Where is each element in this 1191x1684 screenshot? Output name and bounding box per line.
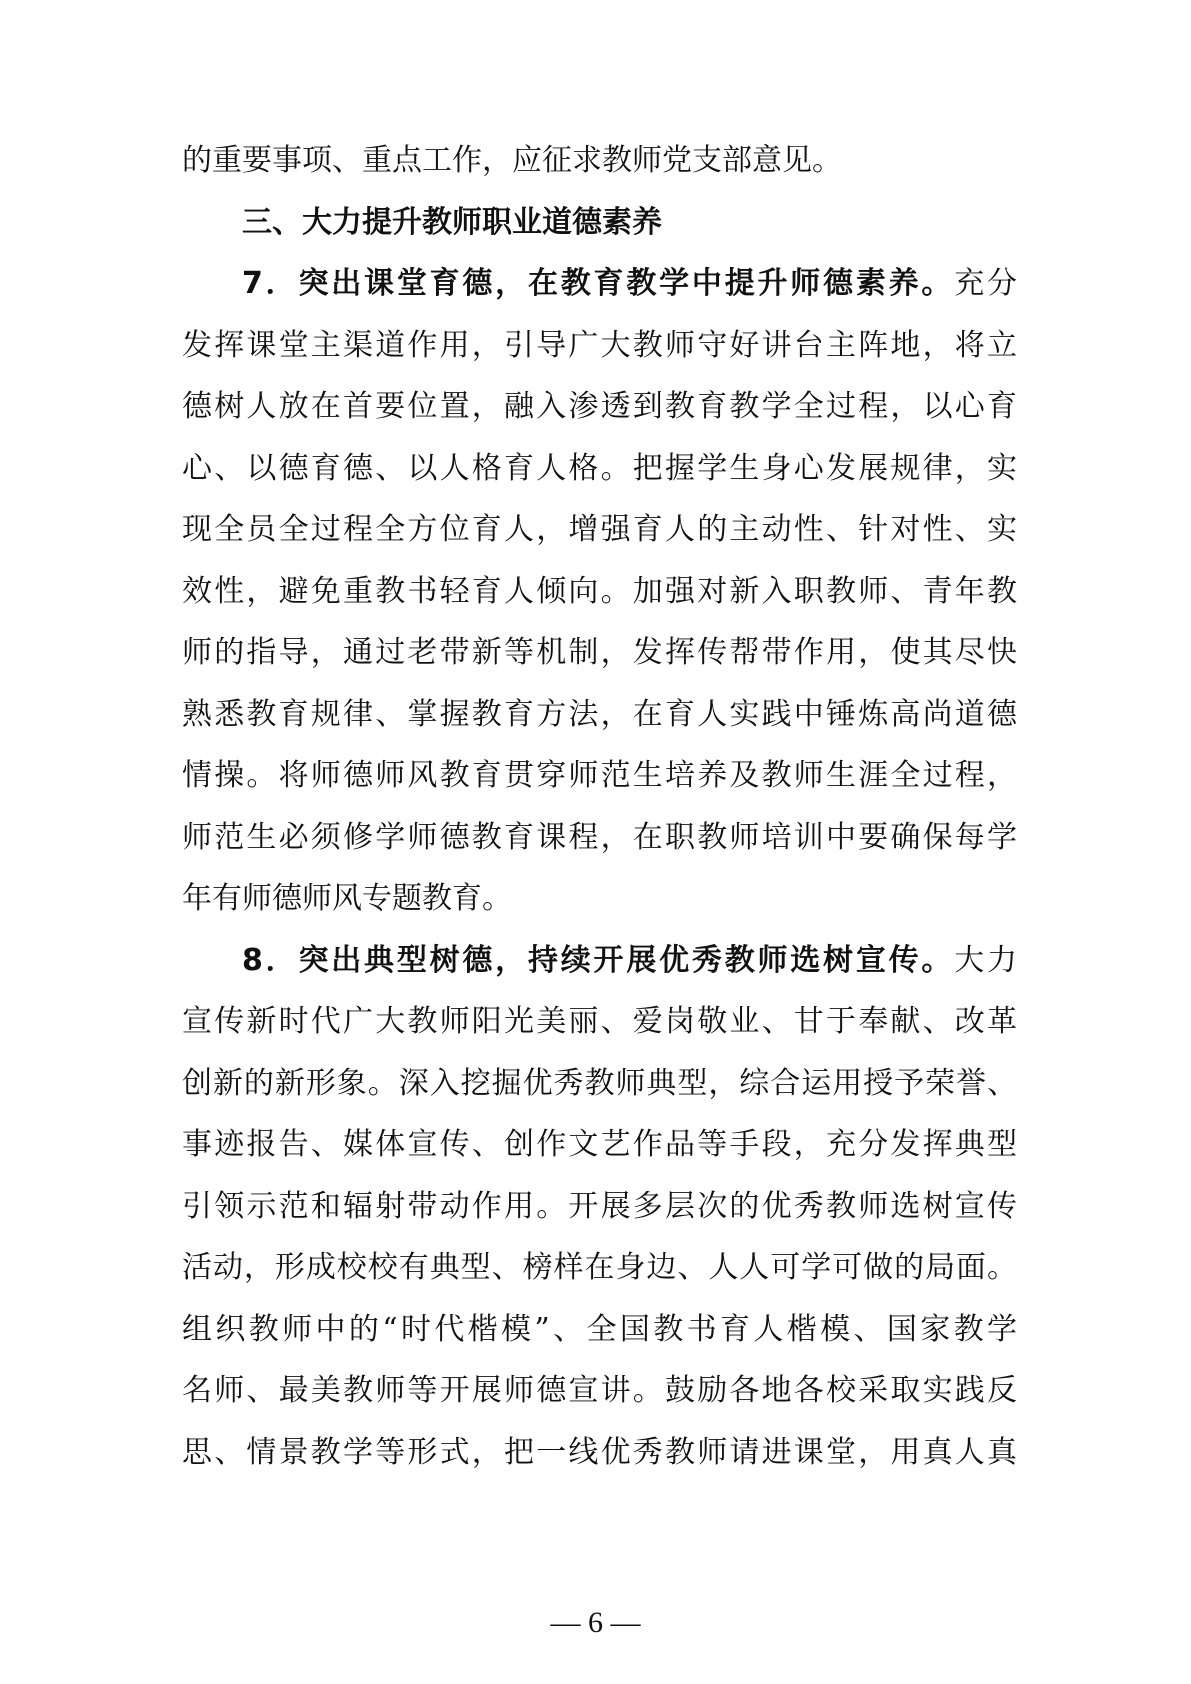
paragraph-line: 师范生必须修学师德教育课程，在职教师培训中要确保每学 [182,819,1017,855]
paragraph-text: 充分 [954,266,1018,301]
item-title: 8．突出典型树德，持续开展优秀教师选树宣传。 [242,942,955,978]
document-body [182,130,1017,1483]
paragraph-line [182,253,1017,315]
paragraph-line: 创新的新形象。深入挖掘优秀教师典型，综合运用授予荣誉、 [182,1065,1017,1101]
paragraph-line: 思、情景教学等形式，把一线优秀教师请进课堂，用真人真 [182,1434,1017,1470]
paragraph-line: 发挥课堂主渠道作用，引导广大教师守好讲台主阵地，将立 [182,327,1017,363]
paragraph-text: 大力 [954,942,1018,978]
paragraph-line: 德树人放在首要位置，融入渗透到教育教学全过程，以心育 [182,389,1017,424]
page-number: — 6 — [550,1606,641,1639]
paragraph-line: 引领示范和辐射带动作用。开展多层次的优秀教师选树宣传 [182,1188,1017,1224]
paragraph-line: 组织教师中的“时代楷模”、全国教书育人楷模、国家教学 [182,1311,1017,1347]
paragraph-line: 年有师德师风专题教育。 [182,881,512,916]
paragraph-line: 心、以德育德、以人格育人格。把握学生身心发展规律，实 [182,450,1017,486]
paragraph-line: 现全员全过程全方位育人，增强育人的主动性、针对性、实 [182,512,1017,547]
paragraph-line: 效性，避免重教书轻育人倾向。加强对新入职教师、青年教 [182,573,1017,609]
paragraph-line: 活动，形成校校有典型、榜样在身边、人人可学可做的局面。 [182,1250,1017,1285]
paragraph-line: 熟悉教育规律、掌握教育方法，在育人实践中锤炼高尚道德 [182,696,1017,732]
paragraph-line: 宣传新时代广大教师阳光美丽、爱岗敬业、甘于奉献、改革 [182,1004,1017,1039]
item-title: 7．突出课堂育德，在教育教学中提升师德素养。 [242,266,955,301]
paragraph-line: 师的指导，通过老带新等机制，发挥传帮带作用，使其尽快 [182,635,1017,670]
paragraph-line: 名师、最美教师等开展师德宣讲。鼓励各地各校采取实践反 [182,1373,1017,1408]
paragraph-line [182,930,1017,992]
paragraph-line: 的重要事项、重点工作，应征求教师党支部意见。 [182,143,842,178]
paragraph-line: 事迹报告、媒体宣传、创作文艺作品等手段，充分发挥典型 [182,1127,1017,1162]
section-heading: 三、大力提升教师职业道德素养 [242,204,662,240]
paragraph-line: 情操。将师德师风教育贯穿师范生培养及教师生涯全过程， [182,758,1017,793]
